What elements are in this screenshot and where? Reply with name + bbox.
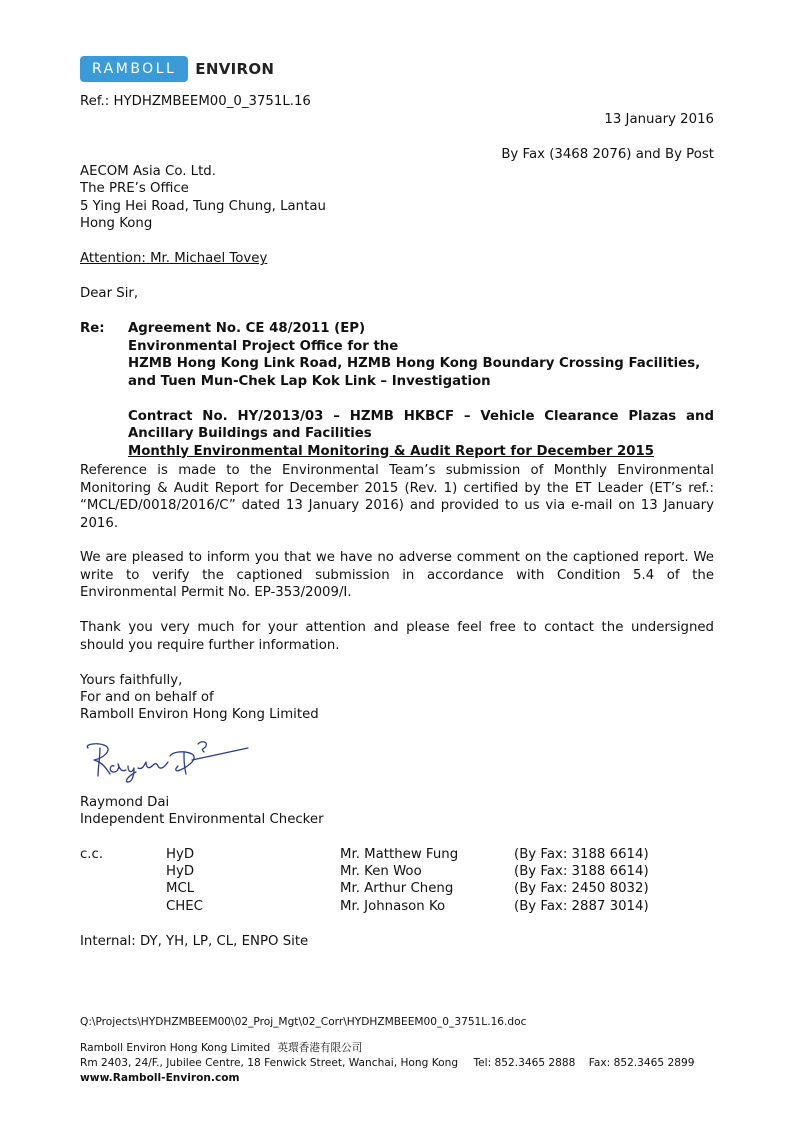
cc-fax: (By Fax: 3188 6614) <box>514 847 649 862</box>
re-label: Re: <box>80 321 105 336</box>
cc-recipient: Mr. Arthur Cheng <box>340 881 454 896</box>
re-line: and Tuen Mun-Chek Lap Kok Link – Investigation <box>128 373 491 389</box>
footer-address: Rm 2403, 24/F., Jubilee Centre, 18 Fenwick Street, Wanchai, Hong Kong <box>80 1057 459 1069</box>
cc-org: HyD <box>166 847 195 862</box>
logo-right-text: ENVIRON <box>195 60 275 78</box>
reference-number: Ref.: HYDHZMBEEM00_0_3751L.16 <box>80 94 311 109</box>
paragraph-line: Environmental Permit No. EP-353/2009/I. <box>80 585 352 600</box>
cc-org: HyD <box>166 864 195 879</box>
paragraph-line: write to verify the captioned submission in accordance with Condition 5.4 of the <box>80 567 714 583</box>
cc-recipient: Mr. Ken Woo <box>340 864 422 879</box>
re-line: Environmental Project Office for the <box>128 338 399 354</box>
cc-label: c.c. <box>80 847 104 862</box>
delivery-method: By Fax (3468 2076) and By Post <box>501 147 714 162</box>
cc-org: MCL <box>166 881 195 896</box>
footer-contact <box>80 1056 694 1070</box>
re-line: Contract No. HY/2013/03 – HZMB HKBCF – Vehicle Clearance Plazas and <box>128 408 714 424</box>
cc-row <box>80 880 714 898</box>
footer-company <box>80 1041 362 1055</box>
signer-name: Raymond Dai <box>80 795 170 810</box>
salutation: Dear Sir, <box>80 286 139 301</box>
paragraph-line: 2016. <box>80 515 119 531</box>
closing-line: Ramboll Environ Hong Kong Limited <box>80 707 319 722</box>
footer-fax: Fax: 852.3465 2899 <box>588 1057 695 1069</box>
body-paragraph-3 <box>80 619 714 654</box>
address-line: The PRE’s Office <box>80 181 189 196</box>
cc-recipient: Mr. Johnason Ko <box>340 899 446 914</box>
footer-company-name: Ramboll Environ Hong Kong Limited <box>80 1042 271 1054</box>
paragraph-line: Reference is made to the Environmental Team’s submission of Monthly Environmental <box>80 463 714 478</box>
internal-distribution: Internal: DY, YH, LP, CL, ENPO Site <box>80 934 309 949</box>
address-line: Hong Kong <box>80 216 153 231</box>
cc-recipient: Mr. Matthew Fung <box>340 847 459 862</box>
closing-line: For and on behalf of <box>80 690 214 705</box>
closing-line: Yours faithfully, <box>80 673 183 688</box>
cc-row <box>80 846 714 864</box>
paragraph-line: We are pleased to inform you that we have no adverse comment on the captioned report. We <box>80 550 714 565</box>
cc-org: CHEC <box>166 899 203 914</box>
footer-website[interactable]: www.Ramboll-Environ.com <box>80 1072 240 1084</box>
paragraph-line: should you require further information. <box>80 637 340 653</box>
company-logo <box>80 56 274 82</box>
paragraph-line: Thank you very much for your attention and please feel free to contact the undersigned <box>80 620 714 635</box>
re-line: Agreement No. CE 48/2011 (EP) <box>128 321 366 336</box>
re-line: Ancillary Buildings and Facilities <box>128 426 372 441</box>
cc-fax: (By Fax: 2450 8032) <box>514 881 649 896</box>
body-paragraph-2 <box>80 549 714 602</box>
letter-date: 13 January 2016 <box>604 112 714 127</box>
footer-company-chinese: 英環香港有限公司 <box>277 1042 363 1054</box>
address-line: 5 Ying Hei Road, Tung Chung, Lantau <box>80 199 326 214</box>
attention-line: Attention: Mr. Michael Tovey <box>80 251 268 266</box>
cc-row <box>80 863 714 881</box>
signer-title: Independent Environmental Checker <box>80 812 324 827</box>
paragraph-line: Monitoring & Audit Report for December 2015 (Rev. 1) certified by the ET Leader (ET’s ref.: <box>80 480 714 496</box>
paragraph-line: “MCL/ED/0018/2016/C” dated 13 January 2016) and provided to us via e-mail on 13 January <box>80 498 714 513</box>
re-subject-title: Monthly Environmental Monitoring & Audit Report for December 2015 <box>128 443 655 459</box>
handwritten-signature <box>80 736 260 786</box>
cc-row <box>80 898 714 916</box>
address-line: AECOM Asia Co. Ltd. <box>80 164 216 179</box>
cc-fax: (By Fax: 2887 3014) <box>514 899 649 914</box>
logo-ramboll-box <box>80 56 188 82</box>
file-path: Q:\Projects\HYDHZMBEEM00\02_Proj_Mgt\02_Corr\HYDHZMBEEM00_0_3751L.16.doc <box>80 1016 527 1028</box>
re-subject-block <box>128 320 714 460</box>
body-paragraph-1 <box>80 462 714 532</box>
cc-fax: (By Fax: 3188 6614) <box>514 864 649 879</box>
re-line: HZMB Hong Kong Link Road, HZMB Hong Kong Boundary Crossing Facilities, <box>128 356 701 371</box>
logo-left-text: RAMBOLL <box>92 61 177 77</box>
footer-tel: Tel: 852.3465 2888 <box>473 1057 576 1069</box>
